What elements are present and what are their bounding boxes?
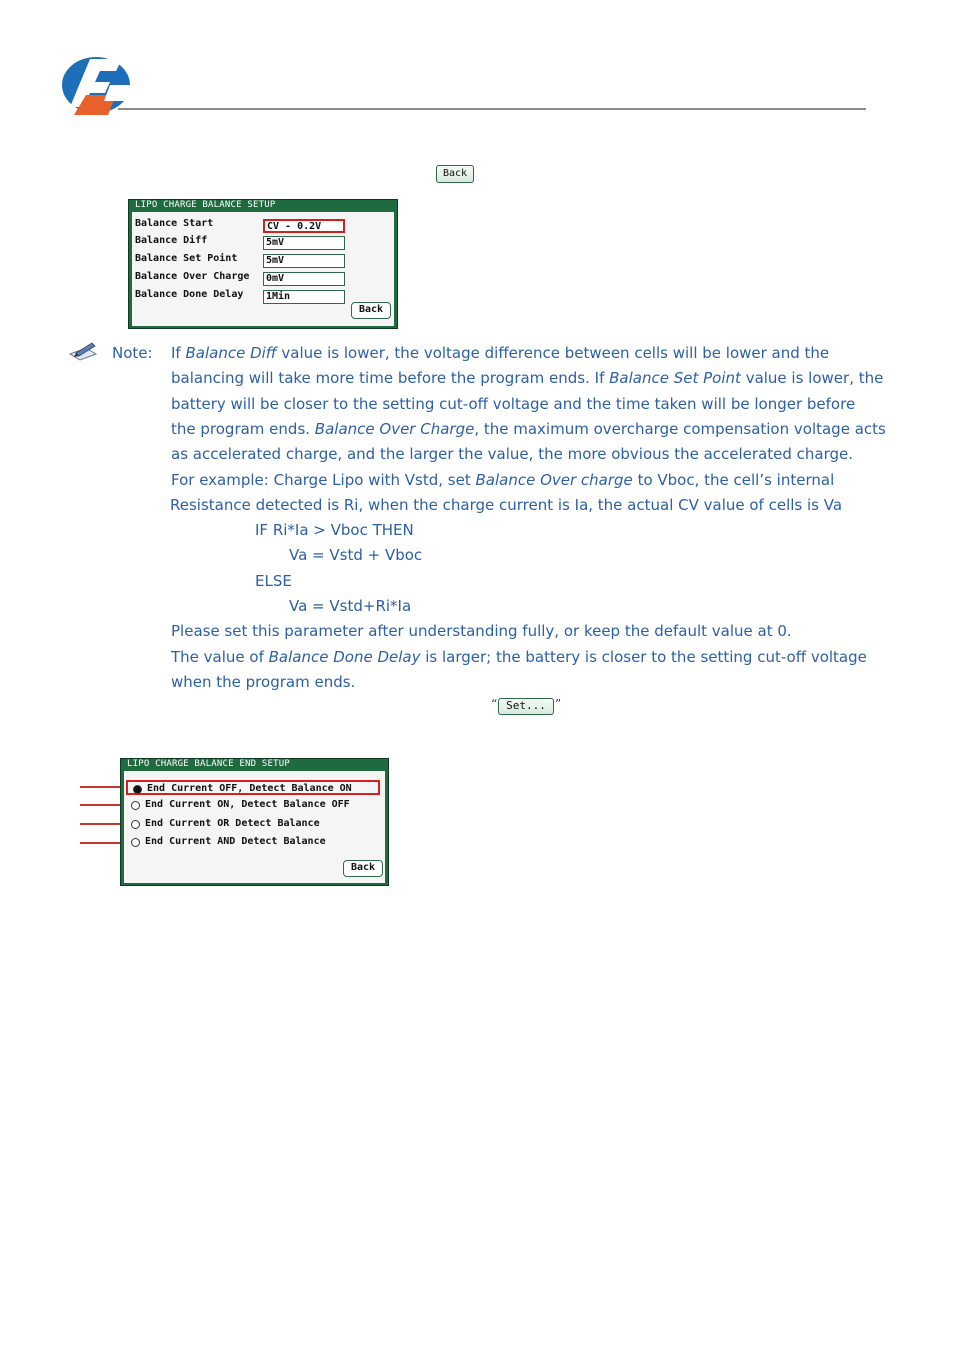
back-button[interactable]: Back	[343, 860, 383, 877]
note-line: battery will be closer to the setting cut-off voltage and the time taken will be longer before	[171, 395, 856, 413]
option-end-off-detect-on[interactable]	[126, 780, 380, 795]
balance-done-delay-field[interactable]: 1Min	[263, 290, 345, 304]
note-line: the program ends. Balance Over Charge, the maximum overcharge compensation voltage acts	[171, 420, 886, 438]
option-label: End Current ON, Detect Balance OFF	[145, 799, 350, 810]
screen-title: LIPO CHARGE BALANCE END SETUP	[127, 759, 290, 769]
note-pencil-icon	[68, 340, 98, 362]
option-end-on-detect-off[interactable]	[126, 798, 380, 813]
screen-title: LIPO CHARGE BALANCE SETUP	[135, 200, 276, 210]
row-label: Balance Over Charge	[135, 271, 250, 282]
radio-icon	[131, 820, 140, 829]
note-line: Please set this parameter after understanding fully, or keep the default value at 0.	[171, 622, 792, 640]
note-line: when the program ends.	[171, 673, 356, 691]
back-button[interactable]: Back	[351, 302, 391, 319]
option-end-and-detect[interactable]	[126, 835, 380, 850]
set-button-icon: Set...	[498, 698, 554, 715]
row-label: Balance Diff	[135, 235, 208, 246]
radio-icon	[131, 838, 140, 847]
balance-over-charge-field[interactable]: 0mV	[263, 272, 345, 286]
balance-diff-field[interactable]: 5mV	[263, 236, 345, 250]
note-line: balancing will take more time before the program ends. If Balance Set Point value is lower, the	[171, 369, 884, 387]
back-button-icon: Back	[436, 165, 474, 183]
row-label: Balance Done Delay	[135, 289, 244, 300]
code-line: ELSE	[255, 572, 292, 590]
option-label: End Current OFF, Detect Balance ON	[147, 783, 352, 794]
option-label: End Current AND Detect Balance	[145, 836, 326, 847]
radio-icon	[131, 801, 140, 810]
balance-start-field[interactable]: CV - 0.2V	[263, 219, 345, 233]
note-line: If Balance Diff value is lower, the voltage difference between cells will be lower and the	[171, 344, 830, 362]
balance-setup-screen	[128, 199, 398, 329]
note-line: as accelerated charge, and the larger the value, the more obvious the accelerated charge.	[171, 445, 854, 463]
balance-end-setup-screen	[120, 758, 389, 886]
close-quote: ”	[555, 697, 562, 711]
option-end-or-detect[interactable]	[126, 817, 380, 832]
header-rule	[118, 108, 866, 110]
row-label: Balance Start	[135, 218, 214, 229]
option-label: End Current OR Detect Balance	[145, 818, 320, 829]
code-line: Va = Vstd + Vboc	[289, 546, 423, 564]
row-label: Balance Set Point	[135, 253, 238, 264]
note-line: Resistance detected is Ri, when the charge current is Ia, the actual CV value of cells is Va	[170, 496, 843, 514]
note-line: The value of Balance Done Delay is larger; the battery is closer to the setting cut-off voltage	[171, 648, 867, 666]
radio-selected-icon	[133, 785, 142, 794]
balance-set-point-field[interactable]: 5mV	[263, 254, 345, 268]
note-line: For example: Charge Lipo with Vstd, set Balance Over charge to Vboc, the cell’s internal	[171, 471, 835, 489]
code-line: IF Ri*Ia > Vboc THEN	[255, 521, 414, 539]
code-line: Va = Vstd+Ri*Ia	[289, 597, 412, 615]
note-label: Note:	[112, 344, 153, 362]
open-quote: “	[491, 697, 498, 711]
